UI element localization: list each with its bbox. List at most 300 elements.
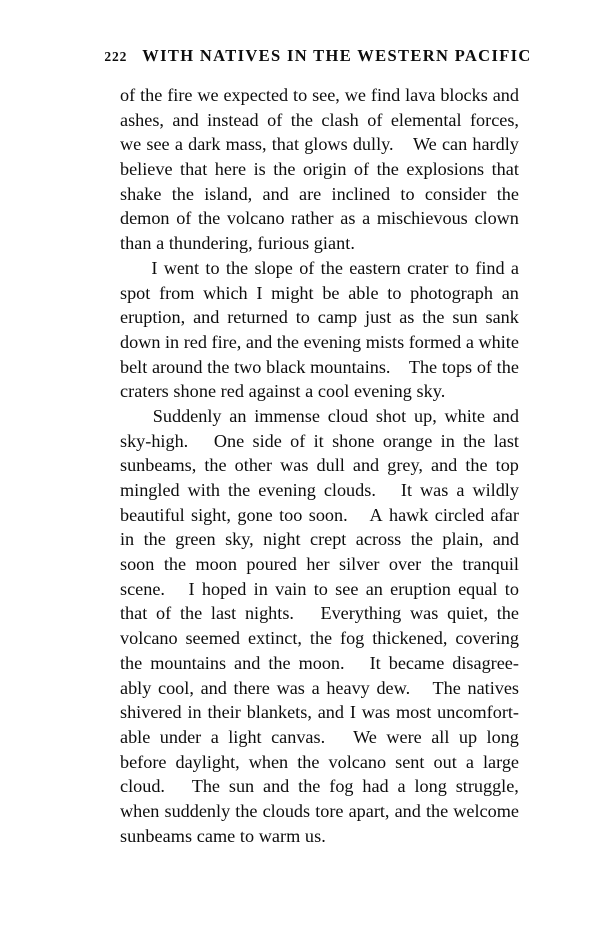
word: light bbox=[228, 726, 262, 747]
word: was bbox=[280, 455, 309, 476]
text-line bbox=[120, 157, 519, 182]
word: thickened, bbox=[372, 628, 448, 649]
word: camp bbox=[317, 307, 358, 328]
word: fog bbox=[329, 776, 354, 797]
word: hawk bbox=[388, 504, 429, 525]
word: We bbox=[412, 134, 437, 155]
word: in bbox=[165, 331, 180, 352]
word: Suddenly bbox=[152, 405, 222, 426]
word: eastern bbox=[349, 257, 401, 278]
word: hardly bbox=[472, 134, 519, 155]
word: We bbox=[353, 726, 377, 747]
text-line bbox=[120, 774, 519, 799]
word: as bbox=[399, 307, 415, 328]
text-line: than a thundering, furious giant. bbox=[120, 233, 356, 254]
word: beautiful bbox=[120, 504, 185, 525]
word: moon bbox=[195, 554, 237, 575]
word: and bbox=[430, 455, 458, 476]
text-line bbox=[120, 700, 519, 725]
text-line bbox=[120, 305, 519, 330]
word: moon. bbox=[298, 652, 345, 673]
word: suddenly bbox=[164, 800, 231, 821]
word: It bbox=[400, 480, 413, 500]
word: cloud. bbox=[120, 776, 165, 797]
word: belt bbox=[120, 356, 148, 377]
sentence-gap bbox=[354, 503, 363, 528]
word: was bbox=[410, 603, 439, 624]
word: eruption bbox=[390, 578, 451, 599]
word: fire, bbox=[211, 331, 242, 352]
word: elemental bbox=[390, 109, 462, 130]
word: volcano bbox=[120, 628, 178, 649]
word: there bbox=[233, 677, 270, 698]
word: long bbox=[414, 776, 447, 797]
word: dark bbox=[188, 134, 221, 155]
word: apart, bbox=[348, 800, 390, 821]
word: an bbox=[501, 282, 519, 303]
word: two bbox=[234, 356, 262, 377]
word: poured bbox=[246, 554, 297, 575]
word: disagree- bbox=[452, 652, 519, 673]
word: had bbox=[362, 776, 389, 797]
word: shivered bbox=[120, 702, 182, 723]
word: to bbox=[295, 307, 310, 328]
text-line bbox=[120, 453, 519, 478]
text-line bbox=[120, 429, 519, 454]
sentence-gap bbox=[399, 132, 408, 157]
word: quiet, bbox=[447, 603, 488, 624]
word: inclined bbox=[331, 183, 391, 204]
word: an bbox=[229, 405, 247, 426]
word: was bbox=[276, 677, 305, 698]
word: the bbox=[268, 652, 291, 673]
word: and bbox=[200, 677, 227, 698]
word: the bbox=[463, 430, 486, 451]
word: to bbox=[205, 257, 220, 278]
word: a bbox=[397, 776, 406, 797]
word: clouds bbox=[262, 800, 311, 821]
word: see bbox=[146, 134, 170, 155]
word: red bbox=[183, 331, 207, 352]
word: wildly bbox=[472, 480, 519, 500]
word: the bbox=[120, 652, 143, 673]
word: believe bbox=[120, 159, 173, 180]
text-line bbox=[120, 132, 519, 157]
word: and bbox=[394, 800, 421, 821]
word: sky, bbox=[225, 529, 254, 550]
page-number: 222 bbox=[104, 49, 128, 64]
body-text-column bbox=[120, 83, 519, 848]
word: the bbox=[297, 751, 320, 772]
word: blankets, bbox=[246, 702, 312, 723]
word: a bbox=[210, 726, 219, 747]
word: gone bbox=[237, 504, 273, 525]
word: a bbox=[311, 677, 320, 698]
word: extinct, bbox=[247, 628, 302, 649]
text-line bbox=[120, 601, 519, 626]
word: be bbox=[322, 282, 340, 303]
word: The bbox=[408, 356, 438, 377]
text-line bbox=[120, 281, 519, 306]
word: we bbox=[197, 85, 219, 105]
word: natives bbox=[467, 677, 519, 698]
word: the bbox=[430, 554, 453, 575]
word: mountains. bbox=[310, 356, 391, 377]
word: covering bbox=[455, 628, 519, 649]
word: vain bbox=[275, 578, 307, 599]
word: top bbox=[495, 455, 519, 476]
word: their bbox=[207, 702, 241, 723]
word: long bbox=[486, 726, 519, 747]
word: clouds. bbox=[323, 480, 376, 500]
word: that bbox=[491, 159, 519, 180]
word: soon. bbox=[308, 504, 348, 525]
text-line bbox=[120, 725, 519, 750]
word: crater bbox=[407, 257, 449, 278]
word: which bbox=[203, 282, 248, 303]
word: and bbox=[234, 652, 261, 673]
word: sank bbox=[485, 307, 519, 328]
word: out bbox=[433, 751, 457, 772]
word: around bbox=[151, 356, 203, 377]
word: the bbox=[425, 800, 449, 821]
text-line bbox=[120, 355, 519, 380]
word: the bbox=[140, 85, 163, 105]
word: island, bbox=[204, 183, 253, 204]
word: lava bbox=[405, 85, 436, 105]
word: soon bbox=[120, 554, 155, 575]
word: sun bbox=[228, 776, 255, 797]
word: the bbox=[273, 159, 296, 180]
word: was bbox=[361, 702, 391, 723]
word: were bbox=[386, 726, 422, 747]
word: in bbox=[253, 578, 268, 599]
word: down bbox=[120, 331, 161, 352]
word: under bbox=[159, 726, 202, 747]
sentence-gap bbox=[353, 651, 362, 676]
word: and bbox=[352, 455, 380, 476]
word: the bbox=[235, 800, 258, 821]
word: before bbox=[120, 751, 167, 772]
word: grey, bbox=[387, 455, 423, 476]
word: tops bbox=[441, 356, 473, 377]
word: cloud bbox=[327, 405, 369, 426]
word: last bbox=[493, 430, 519, 451]
sentence-gap bbox=[197, 429, 206, 454]
word: when bbox=[248, 751, 289, 772]
word: able bbox=[348, 282, 379, 303]
word: as bbox=[340, 208, 356, 229]
word: instead bbox=[207, 109, 259, 130]
word: a bbox=[465, 331, 474, 352]
text-line bbox=[120, 206, 519, 231]
word: went bbox=[163, 257, 200, 278]
word: from bbox=[159, 282, 195, 303]
word: mass, bbox=[225, 134, 267, 155]
word: up bbox=[458, 726, 478, 747]
sentence-gap bbox=[417, 676, 426, 701]
word: shot bbox=[375, 405, 407, 426]
sentence-gap bbox=[335, 725, 344, 750]
word: the bbox=[309, 628, 333, 649]
word: equal bbox=[458, 578, 498, 599]
text-line bbox=[120, 503, 519, 528]
word: of bbox=[267, 109, 283, 130]
word: all bbox=[431, 726, 450, 747]
word: that bbox=[271, 134, 299, 155]
running-header-title: WITH NATIVES IN THE WESTERN PACIFIC bbox=[142, 46, 532, 65]
word: sunbeams, bbox=[120, 455, 197, 476]
word: might bbox=[271, 282, 314, 303]
word: the bbox=[422, 307, 445, 328]
word: in bbox=[440, 430, 455, 451]
word: across bbox=[355, 529, 402, 550]
word: of bbox=[299, 257, 315, 278]
word: orange bbox=[382, 430, 433, 451]
word: to bbox=[504, 578, 519, 599]
word: the bbox=[410, 529, 433, 550]
word: and bbox=[492, 405, 519, 426]
text-line bbox=[120, 626, 519, 651]
word: circled bbox=[434, 504, 485, 525]
word: can bbox=[441, 134, 468, 155]
word: clown bbox=[474, 208, 519, 229]
word: demon bbox=[120, 208, 170, 229]
word: slope bbox=[254, 257, 293, 278]
word: black bbox=[266, 356, 306, 377]
text-line bbox=[120, 750, 519, 775]
word: plain, bbox=[442, 529, 484, 550]
word: expected bbox=[223, 85, 289, 105]
word: I bbox=[349, 702, 356, 723]
text-line bbox=[120, 83, 519, 108]
word: to bbox=[313, 578, 328, 599]
word: forces, bbox=[470, 109, 519, 130]
word: the bbox=[320, 257, 343, 278]
word: formed bbox=[408, 331, 462, 352]
word: volcano bbox=[328, 751, 387, 772]
word: her bbox=[306, 554, 330, 575]
word: shake bbox=[120, 183, 162, 204]
word: the bbox=[207, 356, 230, 377]
word: the bbox=[465, 455, 488, 476]
word: and bbox=[262, 183, 289, 204]
sentence-gap bbox=[395, 355, 404, 380]
word: fire bbox=[167, 85, 193, 105]
word: able bbox=[120, 726, 151, 747]
word: the bbox=[171, 183, 194, 204]
text-line bbox=[120, 182, 519, 207]
word: dew. bbox=[376, 677, 411, 698]
word: Everything bbox=[320, 603, 402, 624]
word: to bbox=[400, 183, 415, 204]
word: the bbox=[204, 455, 227, 476]
word: struggle, bbox=[455, 776, 519, 797]
word: most bbox=[395, 702, 432, 723]
text-line: sunbeams came to warm us. bbox=[120, 825, 326, 846]
word: of bbox=[476, 356, 492, 377]
word: of bbox=[120, 85, 136, 105]
word: of bbox=[290, 430, 306, 451]
word: The bbox=[191, 776, 220, 797]
word: tore bbox=[315, 800, 344, 821]
word: a bbox=[174, 134, 183, 155]
word: spot bbox=[120, 282, 151, 303]
word: glows bbox=[304, 134, 348, 155]
word: shone bbox=[332, 430, 375, 451]
word: of bbox=[353, 159, 370, 180]
word: ashes, bbox=[120, 109, 164, 130]
word: just bbox=[365, 307, 392, 328]
word: afar bbox=[490, 504, 519, 525]
word: to bbox=[293, 85, 308, 105]
word: of bbox=[156, 603, 172, 624]
word: that bbox=[120, 603, 148, 624]
word: white bbox=[444, 405, 485, 426]
word: up, bbox=[414, 405, 437, 426]
word: an bbox=[365, 578, 383, 599]
word: tranquil bbox=[462, 554, 519, 575]
text-line bbox=[120, 552, 519, 577]
word: with bbox=[187, 480, 220, 500]
word: blocks bbox=[440, 85, 488, 105]
word: I bbox=[188, 578, 195, 599]
word: green bbox=[175, 529, 216, 550]
paragraph-indent bbox=[120, 256, 145, 281]
word: uncomfort- bbox=[437, 702, 519, 723]
word: nights. bbox=[244, 603, 294, 624]
word: we bbox=[120, 134, 142, 155]
word: when bbox=[120, 800, 160, 821]
word: see bbox=[335, 578, 359, 599]
word: it bbox=[313, 430, 324, 451]
word: white bbox=[478, 331, 519, 352]
word: large bbox=[482, 751, 519, 772]
word: other bbox=[234, 455, 273, 476]
word: in bbox=[187, 702, 202, 723]
text-line bbox=[120, 108, 519, 133]
word: It bbox=[369, 652, 381, 673]
word: the bbox=[496, 183, 519, 204]
word: and bbox=[245, 331, 273, 352]
word: see, bbox=[312, 85, 340, 105]
word: photograph bbox=[410, 282, 493, 303]
word: and bbox=[263, 776, 290, 797]
word: and bbox=[172, 109, 199, 130]
text-line bbox=[120, 478, 519, 503]
word: the bbox=[276, 331, 299, 352]
word: here bbox=[214, 159, 247, 180]
word: the bbox=[496, 356, 519, 377]
word: sent bbox=[395, 751, 425, 772]
word: and bbox=[317, 702, 344, 723]
word: over bbox=[388, 554, 422, 575]
word: heavy bbox=[326, 677, 370, 698]
word: returned bbox=[227, 307, 288, 328]
word: we bbox=[344, 85, 366, 105]
text-line: craters shone red against a cool evening sky. bbox=[120, 381, 446, 402]
word: welcome bbox=[453, 800, 519, 821]
paragraph-indent bbox=[120, 404, 145, 429]
word: immense bbox=[254, 405, 320, 426]
word: I bbox=[256, 282, 263, 303]
word: evening bbox=[303, 331, 362, 352]
word: find bbox=[370, 85, 401, 105]
sentence-gap bbox=[174, 774, 183, 799]
word: consider bbox=[424, 183, 487, 204]
word: seemed bbox=[185, 628, 241, 649]
word: explosions bbox=[406, 159, 485, 180]
word: the bbox=[298, 776, 321, 797]
word: I bbox=[151, 257, 158, 278]
word: eruption, bbox=[120, 307, 186, 328]
word: sky-high. bbox=[120, 430, 189, 451]
word: the bbox=[225, 257, 249, 278]
word: daylight, bbox=[175, 751, 240, 772]
text-line bbox=[120, 527, 519, 552]
word: scene. bbox=[120, 578, 165, 599]
running-header bbox=[104, 46, 532, 68]
sentence-gap bbox=[384, 478, 393, 503]
word: sun bbox=[452, 307, 478, 328]
word: are bbox=[299, 183, 322, 204]
word: dully. bbox=[352, 134, 394, 155]
word: of bbox=[367, 109, 383, 130]
word: last bbox=[210, 603, 237, 624]
word: side bbox=[252, 430, 282, 451]
word: is bbox=[253, 159, 266, 180]
word: rather bbox=[291, 208, 334, 229]
word: The bbox=[432, 677, 461, 698]
text-line bbox=[120, 404, 519, 429]
text-line bbox=[120, 651, 519, 676]
word: and bbox=[492, 529, 519, 550]
word: to bbox=[454, 257, 469, 278]
sentence-gap bbox=[303, 601, 312, 626]
word: mischievous bbox=[376, 208, 468, 229]
word: the bbox=[179, 603, 203, 624]
word: in bbox=[120, 529, 135, 550]
sentence-gap bbox=[172, 577, 181, 602]
word: was bbox=[420, 480, 449, 500]
word: too bbox=[279, 504, 303, 525]
word: to bbox=[387, 282, 402, 303]
word: and bbox=[492, 85, 519, 105]
word: the bbox=[290, 109, 313, 130]
word: cool, bbox=[158, 677, 194, 698]
text-line bbox=[120, 330, 519, 355]
word: ably bbox=[120, 677, 152, 698]
word: find bbox=[475, 257, 505, 278]
text-line bbox=[120, 256, 519, 281]
word: the bbox=[376, 159, 399, 180]
word: One bbox=[213, 430, 245, 451]
text-line bbox=[120, 577, 519, 602]
word: a bbox=[465, 751, 474, 772]
word: a bbox=[456, 480, 465, 500]
word: the bbox=[227, 480, 251, 500]
word: hoped bbox=[201, 578, 247, 599]
word: the bbox=[496, 603, 519, 624]
word: volcano bbox=[226, 208, 285, 229]
word: became bbox=[388, 652, 445, 673]
word: crept bbox=[310, 529, 347, 550]
word: mists bbox=[365, 331, 405, 352]
word: silver bbox=[339, 554, 380, 575]
word: night bbox=[263, 529, 301, 550]
word: the bbox=[163, 554, 187, 575]
word: clash bbox=[321, 109, 359, 130]
